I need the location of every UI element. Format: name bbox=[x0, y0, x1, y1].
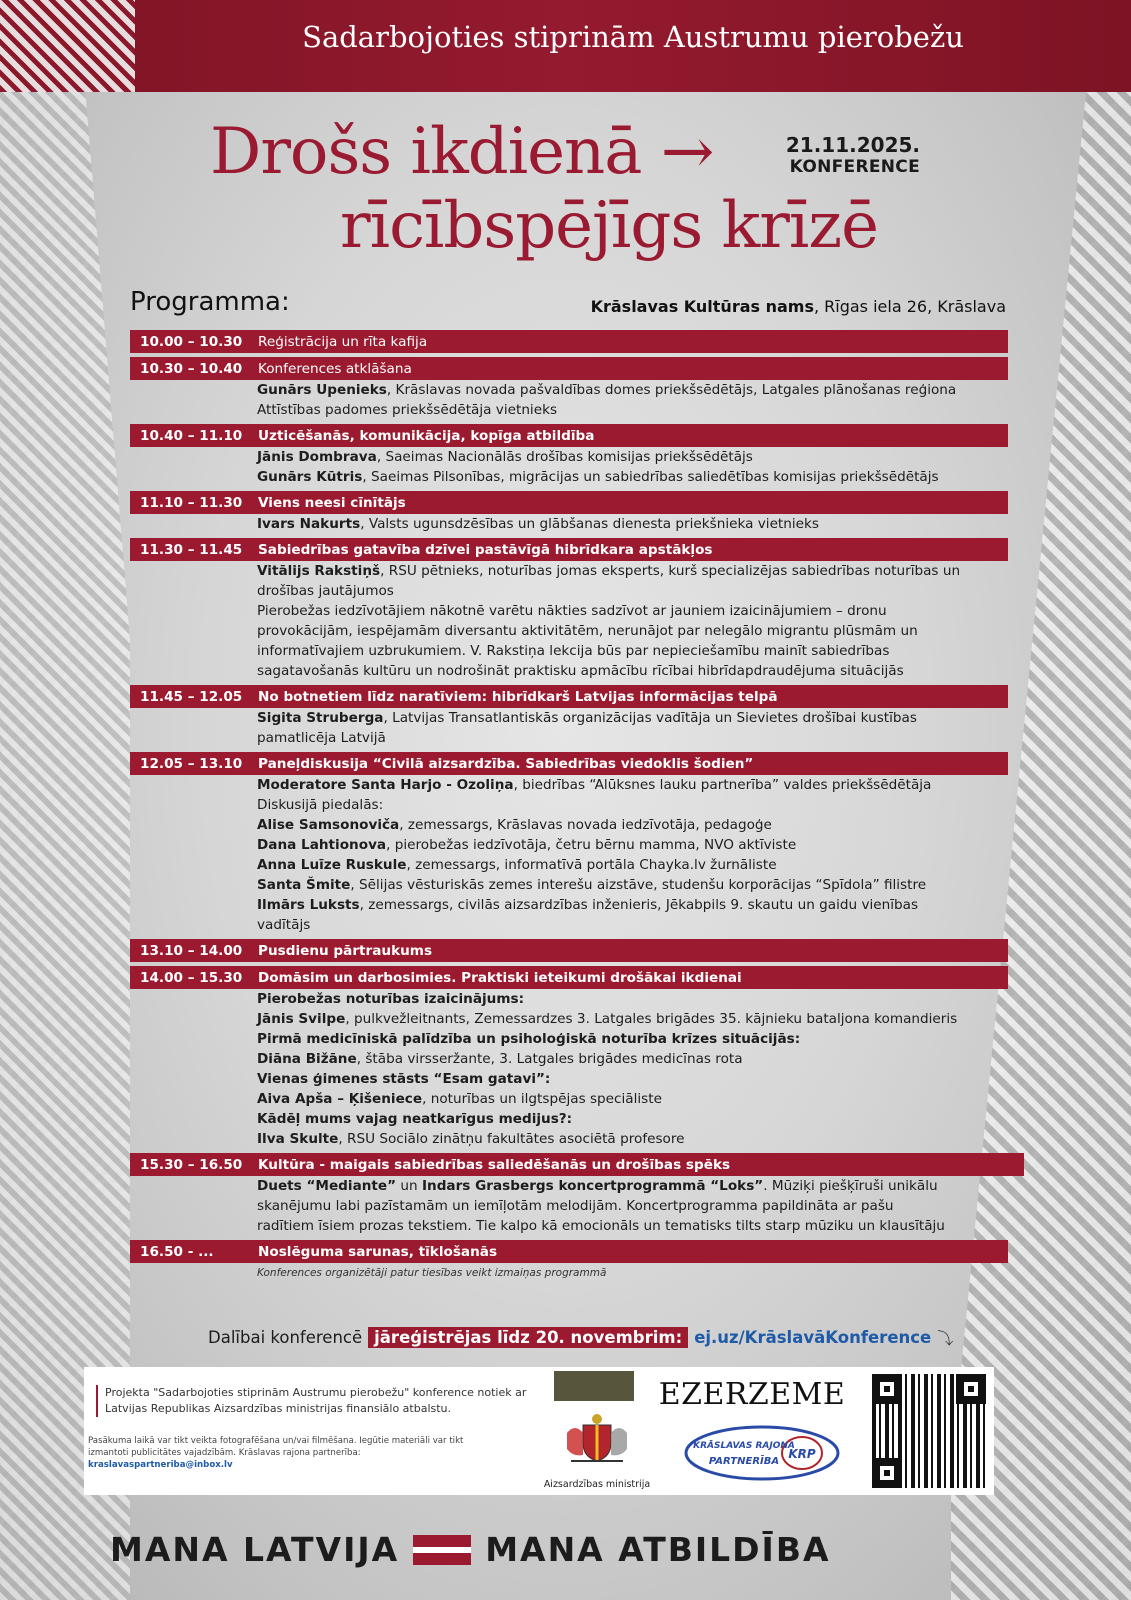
detail-text: vadītājs bbox=[257, 917, 311, 933]
slot-header-bar bbox=[130, 752, 1008, 775]
slogan bbox=[110, 1530, 890, 1569]
detail-text: , pierobežas iedzīvotāja, četru bērnu mamma, NVO aktīviste bbox=[386, 837, 797, 853]
detail-line bbox=[257, 621, 1008, 641]
detail-line bbox=[257, 1176, 1008, 1196]
program-slot bbox=[130, 966, 1008, 1149]
detail-text: , Sēlijas vēsturiskās zemes interešu aizstāve, studenšu korporācijas “Spīdola” filistre bbox=[350, 877, 927, 893]
detail-text: , Latvijas Transatlantiskās organizācijas vadītāja un Sievietes drošībai kustības bbox=[383, 710, 917, 726]
event-date: 21.11.2025. bbox=[785, 133, 920, 157]
speaker-name: Sigita Struberga bbox=[257, 710, 384, 726]
detail-line bbox=[257, 795, 1008, 815]
program-heading: Programma: bbox=[130, 287, 290, 317]
program-disclaimer: Konferences organizētāji patur tiesības veikt izmaiņas programmā bbox=[257, 1267, 607, 1279]
detail-text: informatīvajiem uzbrukumiem. V. Rakstiņa lekcija būs par nepieciešamību mainīt sabiedrības bbox=[257, 643, 890, 659]
detail-line bbox=[257, 467, 1008, 487]
detail-text: un bbox=[396, 1178, 422, 1194]
slot-title: Domāsim un darbosimies. Praktiski ieteikumi drošākai ikdienai bbox=[258, 969, 742, 986]
detail-line bbox=[257, 855, 1008, 875]
slot-time: 15.30 – 16.50 bbox=[140, 1156, 243, 1173]
slot-details bbox=[130, 514, 1008, 534]
detail-line bbox=[257, 514, 1008, 534]
registration-prefix: Dalībai konferencē bbox=[208, 1328, 363, 1347]
detail-text: radītiem īsiem prozas tekstiem. Tie kalpo kā emocionāls un tematisks tilts starp mūziku un klausītāju bbox=[257, 1218, 945, 1234]
detail-line bbox=[257, 1196, 1008, 1216]
detail-text: , štāba virsseržante, 3. Latgales brigādes medicīnas rota bbox=[356, 1051, 743, 1067]
speaker-name: Dana Lahtionova bbox=[257, 837, 387, 853]
venue-name: Krāslavas Kultūras nams bbox=[590, 297, 814, 316]
detail-line bbox=[257, 641, 1008, 661]
slot-details bbox=[130, 1176, 1008, 1236]
detail-line bbox=[257, 380, 1008, 400]
slot-title: Reģistrācija un rīta kafija bbox=[258, 333, 428, 350]
detail-line bbox=[257, 561, 1008, 581]
detail-text: , zemessargs, Krāslavas novada iedzīvotāja, pedagoģe bbox=[399, 817, 772, 833]
speaker-name: Jānis Svilpe bbox=[257, 1011, 346, 1027]
detail-line bbox=[257, 1029, 1008, 1049]
detail-text: , Saeimas Nacionālās drošības komisijas priekšsēdētājs bbox=[376, 449, 753, 465]
speaker-name: Vienas ģimenes stāsts “Esam gatavi”: bbox=[257, 1071, 551, 1087]
detail-line bbox=[257, 1049, 1008, 1069]
slot-time: 10.40 – 11.10 bbox=[140, 427, 243, 444]
detail-line bbox=[257, 915, 1008, 935]
program-slot bbox=[130, 357, 1008, 420]
detail-line bbox=[257, 815, 1008, 835]
speaker-name: Indars Grasbergs koncertprogrammā “Loks” bbox=[421, 1178, 764, 1194]
detail-text: . Mūziķi piešķīruši unikālu bbox=[763, 1178, 938, 1194]
slot-header-bar bbox=[130, 1240, 1008, 1263]
slot-header-bar bbox=[130, 1153, 1024, 1176]
slot-header-bar bbox=[130, 538, 1008, 561]
program-schedule bbox=[130, 330, 1008, 1279]
detail-line bbox=[257, 989, 1008, 1009]
slot-header-bar bbox=[130, 330, 1008, 353]
detail-line bbox=[257, 895, 1008, 915]
support-note: Projekta "Sadarbojoties stiprinām Austrumu pierobežu" konference notiek ar Latvijas Republikas Aizsardzības ministrijas finansiālo atbalstu. bbox=[96, 1385, 546, 1417]
slot-details bbox=[130, 708, 1008, 748]
slot-details bbox=[130, 380, 1008, 420]
detail-text: pamatlicēja Latvijā bbox=[257, 730, 386, 746]
detail-line bbox=[257, 775, 1008, 795]
top-banner bbox=[0, 0, 1131, 92]
detail-line bbox=[257, 835, 1008, 855]
registration-line bbox=[208, 1326, 953, 1349]
detail-text: sagatavošanās kultūru un nodrošināt praktisku apmācību rīcībai hibrīdapdraudējuma situācijās bbox=[257, 663, 904, 679]
speaker-name: Santa Šmite bbox=[257, 877, 351, 893]
slot-details bbox=[130, 561, 1008, 681]
slot-time: 11.30 – 11.45 bbox=[140, 541, 243, 558]
venue-address: , Rīgas iela 26, Krāslava bbox=[813, 297, 1006, 316]
detail-text: drošības jautājumos bbox=[257, 583, 394, 599]
slot-header-bar bbox=[130, 939, 1008, 962]
detail-line bbox=[257, 1069, 1008, 1089]
speaker-name: Ivars Nakurts bbox=[257, 516, 361, 532]
detail-text: , pulkvežleitnants, Zemessardzes 3. Latgales brigādes 35. kājnieku bataljona komandieris bbox=[345, 1011, 958, 1027]
program-slot bbox=[130, 752, 1008, 935]
speaker-name: Pirmā medicīniskā palīdzība un psiholoģiskā noturība krīzes situācijās: bbox=[257, 1031, 801, 1047]
slot-header-bar bbox=[130, 357, 1008, 380]
program-slot bbox=[130, 1153, 1008, 1236]
detail-text: provokācijām, iespējamām diversantu aktivitātēm, nerunājot par nelegālo migrantu plūsmām un bbox=[257, 623, 918, 639]
partner-abbr: KRP bbox=[788, 1447, 816, 1461]
detail-text: , Krāslavas novada pašvaldības domes priekšsēdētājs, Latgales plānošanas reģiona bbox=[386, 382, 957, 398]
slot-time: 10.30 – 10.40 bbox=[140, 360, 243, 377]
slot-header-bar bbox=[130, 966, 1008, 989]
partnership-logo bbox=[684, 1424, 840, 1482]
detail-line bbox=[257, 1109, 1008, 1129]
detail-line bbox=[257, 661, 1008, 681]
slot-title: Paneļdiskusija “Civilā aizsardzība. Sabiedrības viedoklis šodien” bbox=[258, 755, 754, 772]
slot-time: 10.00 – 10.30 bbox=[140, 333, 243, 350]
event-date-block bbox=[775, 133, 920, 177]
detail-text: skanējumu labi pazīstamām un iemīļotām melodijām. Koncertprogramma papildināta ar pašu bbox=[257, 1198, 894, 1214]
slot-title: Uzticēšanās, komunikācija, kopīga atbildība bbox=[258, 427, 595, 444]
qr-finder bbox=[956, 1374, 986, 1404]
slot-time: 14.00 – 15.30 bbox=[140, 969, 243, 986]
speaker-name: Jānis Dombrava bbox=[257, 449, 377, 465]
speaker-name: Gunārs Kūtris bbox=[257, 469, 363, 485]
detail-text: Attīstības padomes priekšsēdētāja vietnieks bbox=[257, 402, 558, 418]
registration-deadline: jāreģistrējas līdz 20. novembrim: bbox=[368, 1327, 688, 1348]
slot-time: 16.50 - ... bbox=[140, 1243, 214, 1260]
detail-line bbox=[257, 1129, 1008, 1149]
qr-code[interactable] bbox=[869, 1371, 989, 1491]
detail-line bbox=[257, 875, 1008, 895]
venue bbox=[591, 297, 1006, 316]
detail-line bbox=[257, 708, 1008, 728]
detail-text: Pierobežas iedzīvotājiem nākotnē varētu nākties sadzīvot ar jauniem izaicinājumiem – dronu bbox=[257, 603, 887, 619]
speaker-name: Vitālijs Rakstiņš bbox=[257, 563, 381, 579]
banner-text: Sadarbojoties stiprinām Austrumu pierobežu bbox=[302, 20, 964, 54]
program-slot bbox=[130, 685, 1008, 748]
detail-text: , biedrības “Alūksnes lauku partnerība” valdes priekšsēdētāja bbox=[513, 777, 932, 793]
slot-details bbox=[130, 775, 1008, 935]
detail-text: , RSU Sociālo zinātņu fakultātes asociētā profesore bbox=[338, 1131, 685, 1147]
speaker-name: Diāna Bižāne bbox=[257, 1051, 357, 1067]
title-line-1: Drošs ikdienā → bbox=[210, 115, 714, 189]
slot-title: Sabiedrības gatavība dzīvei pastāvīgā hibrīdkara apstākļos bbox=[258, 541, 713, 558]
program-slot bbox=[130, 491, 1008, 534]
slot-time: 11.45 – 12.05 bbox=[140, 688, 243, 705]
slot-title: No botnetiem līdz naratīviem: hibrīdkarš Latvijas informācijas telpā bbox=[258, 688, 778, 705]
latvian-flag-icon bbox=[413, 1535, 471, 1565]
detail-line bbox=[257, 581, 1008, 601]
speaker-name: Kādēļ mums vajag neatkarīgus medijus?: bbox=[257, 1111, 573, 1127]
speaker-name: Pierobežas noturības izaicinājums: bbox=[257, 991, 525, 1007]
photo-note-text: Pasākuma laikā var tikt veikta fotografēšana un/vai filmēšana. Iegūtie materiāli var tikt izmantoti publicitātes vajadzībām. Krāslavas rajona partnerība: bbox=[88, 1436, 464, 1458]
partner-line-2: PARTNERĪBA bbox=[708, 1456, 780, 1467]
photo-note bbox=[88, 1435, 498, 1471]
detail-line bbox=[257, 1216, 1008, 1236]
program-slot bbox=[130, 538, 1008, 681]
slot-title: Noslēguma sarunas, tīklošanās bbox=[258, 1243, 498, 1260]
ministry-label: Aizsardzības ministrija bbox=[543, 1479, 651, 1490]
speaker-name: Duets “Mediante” bbox=[257, 1178, 397, 1194]
slot-header-bar bbox=[130, 424, 1008, 447]
qr-finder bbox=[872, 1458, 902, 1488]
slot-details bbox=[130, 989, 1008, 1149]
detail-text: , zemessargs, informatīvā portāla Chayka.lv žurnāliste bbox=[406, 857, 777, 873]
footer-panel bbox=[84, 1367, 994, 1495]
speaker-name: Alise Samsonoviča bbox=[257, 817, 400, 833]
slot-title: Viens neesi cīnītājs bbox=[258, 494, 406, 511]
detail-text: , Valsts ugunsdzēsības un glābšanas dienesta priekšnieka vietnieks bbox=[360, 516, 819, 532]
slot-title: Kultūra - maigais sabiedrības saliedēšanās un drošības spēks bbox=[258, 1156, 731, 1173]
slogan-left: MANA LATVIJA bbox=[110, 1530, 400, 1569]
detail-line bbox=[257, 447, 1008, 467]
ministry-color-block bbox=[554, 1371, 634, 1401]
detail-text: , RSU pētnieks, noturības jomas eksperts, kurš specializējas sabiedrības noturības un bbox=[380, 563, 961, 579]
slot-header-bar bbox=[130, 685, 1008, 708]
title-line-2: rīcībspējīgs krīzē bbox=[340, 189, 878, 263]
slot-time: 13.10 – 14.00 bbox=[140, 942, 243, 959]
contact-email[interactable]: kraslavaspartneriba@inbox.lv bbox=[88, 1460, 233, 1470]
detail-text: Diskusijā piedalās: bbox=[257, 797, 384, 813]
slogan-right: MANA ATBILDĪBA bbox=[485, 1530, 831, 1569]
event-type: KONFERENCE bbox=[789, 157, 920, 177]
partner-line-1: KRĀSLAVAS RAJONA bbox=[693, 1441, 795, 1451]
slot-title: Pusdienu pārtraukums bbox=[258, 942, 433, 959]
slot-title: Konferences atklāšana bbox=[258, 360, 412, 377]
detail-text: , zemessargs, civilās aizsardzības inženieris, Jēkabpils 9. skautu un gaidu vienības bbox=[359, 897, 919, 913]
slot-time: 12.05 – 13.10 bbox=[140, 755, 243, 772]
banner-ornament bbox=[0, 0, 135, 92]
program-slot bbox=[130, 939, 1008, 962]
slot-details bbox=[130, 447, 1008, 487]
detail-text: , Saeimas Pilsonības, migrācijas un sabiedrības saliedētības komisijas priekšsēdētājs bbox=[362, 469, 939, 485]
detail-line bbox=[257, 728, 1008, 748]
arrow-down-icon: ⤵ bbox=[937, 1329, 954, 1348]
detail-text: , noturības un ilgtspējas speciāliste bbox=[422, 1091, 662, 1107]
speaker-name: Anna Luīze Ruskule bbox=[257, 857, 407, 873]
detail-line bbox=[257, 1089, 1008, 1109]
program-slot bbox=[130, 330, 1008, 353]
sponsor-logo: EZERZEME bbox=[658, 1377, 846, 1412]
detail-line bbox=[257, 601, 1008, 621]
speaker-name: Ilva Skulte bbox=[257, 1131, 339, 1147]
speaker-name: Ilmārs Luksts bbox=[257, 897, 360, 913]
coat-of-arms-icon bbox=[557, 1411, 637, 1465]
speaker-name: Gunārs Upenieks bbox=[257, 382, 387, 398]
speaker-name: Aiva Apša – Ķišeniece bbox=[257, 1091, 423, 1107]
slot-header-bar bbox=[130, 491, 1008, 514]
detail-line bbox=[257, 1009, 1008, 1029]
registration-link[interactable]: ej.uz/KrāslavāKonference bbox=[694, 1328, 932, 1347]
program-slot bbox=[130, 424, 1008, 487]
qr-finder bbox=[872, 1374, 902, 1404]
program-slot bbox=[130, 1240, 1008, 1263]
slot-time: 11.10 – 11.30 bbox=[140, 494, 243, 511]
detail-line bbox=[257, 400, 1008, 420]
speaker-name: Moderatore Santa Harjo - Ozoliņa bbox=[257, 777, 514, 793]
